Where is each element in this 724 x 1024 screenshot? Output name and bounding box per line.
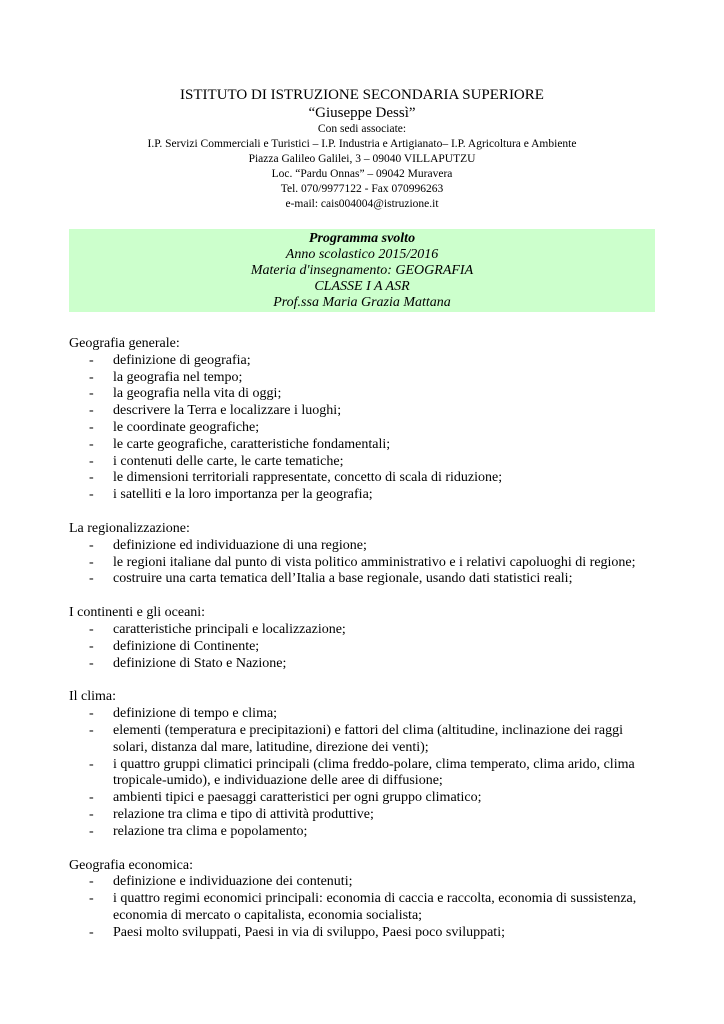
section-continenti-oceani	[69, 605, 639, 672]
school-type: ISTITUTO DI ISTRUZIONE SECONDARIA SUPERIORE	[180, 87, 544, 103]
item-text: definizione e individuazione dei contenuti;	[113, 874, 353, 890]
list-item	[69, 403, 639, 420]
item-text: elementi (temperatura e precipitazioni) e fattori del clima (altitudine, inclinazione dei raggi solari, distanza dal mare, latitudine, direzione dei venti);	[113, 722, 623, 755]
section-title: Geografia economica:	[69, 857, 193, 873]
bullet-dash: -	[89, 638, 94, 654]
item-text: relazione tra clima e tipo di attività produttive;	[113, 806, 374, 822]
bullet-dash: -	[89, 823, 94, 839]
item-text: costruire una carta tematica dell’Italia a base regionale, usando dati statistici reali;	[113, 571, 573, 587]
bullet-dash: -	[89, 537, 94, 553]
item-text: le regioni italiane dal punto di vista politico amministrativo e i relativi capoluoghi di regione;	[113, 554, 636, 570]
bullet-dash: -	[89, 621, 94, 637]
phone-fax: Tel. 070/9977122 - Fax 070996263	[280, 183, 444, 195]
list-item	[69, 437, 639, 454]
bullet-dash: -	[89, 874, 94, 890]
section-geografia-generale	[69, 336, 639, 504]
item-text: Paesi molto sviluppati, Paesi in via di sviluppo, Paesi poco sviluppati;	[113, 924, 505, 940]
bullet-dash: -	[89, 403, 94, 419]
school-header	[0, 86, 724, 212]
bullet-dash: -	[89, 655, 94, 671]
bullet-dash: -	[89, 436, 94, 452]
item-text: i quattro gruppi climatici principali (clima freddo-polare, clima temperato, clima arido, clima tropicale-umido), e individuazione delle aree di diffusione;	[113, 756, 635, 789]
item-text: i quattro regimi economici principali: economia di caccia e raccolta, economia di sussistenza, economia di mercato o capitalista, economia socialista;	[113, 891, 637, 923]
section-clima	[69, 689, 639, 840]
topic-list	[69, 706, 639, 840]
address-secondary: Loc. “Pardu Onnas” – 09042 Muravera	[271, 168, 453, 180]
section-title: Il clima:	[69, 689, 117, 705]
subject: Materia d'insegnamento: GEOGRAFIA	[250, 263, 474, 278]
associated-sites: I.P. Servizi Commerciali e Turistici – I.P. Industria e Artigianato– I.P. Agricoltura e Ambiente	[147, 138, 577, 150]
list-item	[69, 353, 639, 370]
item-text: definizione di Stato e Nazione;	[113, 655, 287, 671]
list-item	[69, 656, 639, 673]
bullet-dash: -	[89, 487, 94, 503]
item-text: i satelliti e la loro importanza per la geografia;	[113, 487, 373, 503]
bullet-dash: -	[89, 722, 94, 738]
bullet-dash: -	[89, 352, 94, 368]
program-content	[69, 336, 639, 942]
class-name: CLASSE I A ASR	[314, 279, 410, 294]
item-text: le coordinate geografiche;	[113, 419, 260, 435]
list-item	[69, 891, 639, 925]
bullet-dash: -	[89, 790, 94, 806]
item-text: definizione di tempo e clima;	[113, 706, 278, 722]
section-title: La regionalizzazione:	[69, 520, 190, 536]
list-item	[69, 420, 639, 437]
item-text: le dimensioni territoriali rappresentate, concetto di scala di riduzione;	[113, 470, 503, 486]
list-item	[69, 487, 639, 504]
list-item	[69, 723, 639, 757]
item-text: descrivere la Terra e localizzare i luoghi;	[113, 403, 342, 419]
item-text: le carte geografiche, caratteristiche fondamentali;	[113, 436, 391, 452]
bullet-dash: -	[89, 756, 94, 772]
list-item	[69, 571, 639, 588]
teacher-name: Prof.ssa Maria Grazia Mattana	[273, 295, 451, 310]
section-title: I continenti e gli oceani:	[69, 605, 206, 621]
item-text: relazione tra clima e popolamento;	[113, 823, 308, 839]
list-item	[69, 555, 639, 572]
topic-list	[69, 353, 639, 504]
list-item	[69, 454, 639, 471]
section-title: Geografia generale:	[69, 336, 180, 351]
item-text: la geografia nella vita di oggi;	[113, 386, 282, 402]
item-text: la geografia nel tempo;	[113, 369, 243, 385]
list-item	[69, 386, 639, 403]
topic-list	[69, 874, 639, 941]
item-text: ambienti tipici e paesaggi caratteristici per ogni gruppo climatico;	[113, 790, 482, 806]
address-main: Piazza Galileo Galilei, 3 – 09040 VILLAPUTZU	[248, 153, 476, 165]
section-regionalizzazione	[69, 521, 639, 588]
list-item	[69, 370, 639, 387]
list-item	[69, 925, 639, 942]
list-item	[69, 470, 639, 487]
item-text: definizione di Continente;	[113, 638, 260, 654]
list-item	[69, 639, 639, 656]
list-item	[69, 874, 639, 891]
program-title: Programma svolto	[308, 231, 416, 246]
item-text: i contenuti delle carte, le carte tematiche;	[113, 453, 344, 469]
bullet-dash: -	[89, 369, 94, 385]
bullet-dash: -	[89, 470, 94, 486]
email: e-mail: cais004004@istruzione.it	[285, 198, 439, 210]
list-item	[69, 622, 639, 639]
list-item	[69, 790, 639, 807]
program-banner	[69, 229, 655, 312]
section-geografia-economica	[69, 858, 639, 942]
item-text: caratteristiche principali e localizzazione;	[113, 621, 346, 637]
bullet-dash: -	[89, 419, 94, 435]
list-item	[69, 807, 639, 824]
bullet-dash: -	[89, 554, 94, 570]
associated-sites-label: Con sedi associate:	[317, 123, 407, 135]
bullet-dash: -	[89, 891, 94, 907]
topic-list	[69, 538, 639, 588]
bullet-dash: -	[89, 571, 94, 587]
list-item	[69, 538, 639, 555]
school-name: “Giuseppe Dessì”	[308, 105, 416, 121]
list-item	[69, 706, 639, 723]
list-item	[69, 757, 639, 791]
bullet-dash: -	[89, 706, 94, 722]
item-text: definizione di geografia;	[113, 352, 251, 368]
topic-list	[69, 622, 639, 672]
list-item	[69, 824, 639, 841]
bullet-dash: -	[89, 806, 94, 822]
school-year: Anno scolastico 2015/2016	[285, 247, 439, 262]
item-text: definizione ed individuazione di una regione;	[113, 537, 367, 553]
bullet-dash: -	[89, 386, 94, 402]
bullet-dash: -	[89, 453, 94, 469]
bullet-dash: -	[89, 924, 94, 940]
